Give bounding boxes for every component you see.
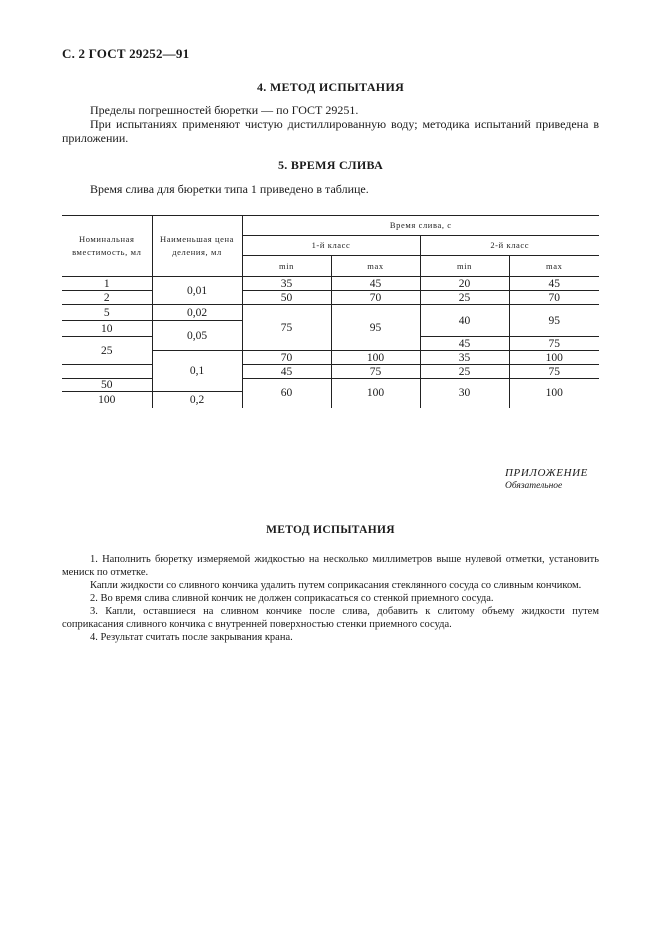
appendix-steps (62, 553, 599, 644)
time-cell: 75 (509, 365, 599, 379)
header-max-1: max (331, 256, 420, 277)
header-max-2: max (509, 256, 599, 277)
time-cell: 25 (420, 291, 509, 305)
time-cell: 75 (242, 305, 331, 351)
time-cell: 35 (420, 351, 509, 365)
section-4-title: 4. МЕТОД ИСПЫТАНИЯ (256, 80, 405, 94)
header-class-2: 2-й класс (420, 236, 599, 256)
time-cell: 40 (420, 305, 509, 337)
time-cell: 95 (331, 305, 420, 351)
division-cell: 0,05 (152, 321, 242, 351)
time-cell: 70 (331, 291, 420, 305)
appendix-title: МЕТОД ИСПЫТАНИЯ (266, 524, 395, 536)
time-cell: 25 (420, 365, 509, 379)
capacity-spacer (62, 365, 152, 379)
time-cell: 100 (331, 351, 420, 365)
appendix-step: Капли жидкости со сливного кончика удалить путем соприкасания стеклянного сосуда со сливным кончиком. (90, 580, 582, 591)
time-cell: 100 (509, 351, 599, 365)
header-min-1: min (242, 256, 331, 277)
capacity-cell: 50 (62, 379, 152, 392)
appendix-label: ПРИЛОЖЕНИЕ (505, 467, 588, 479)
time-cell: 60 (242, 379, 331, 408)
header-class-1: 1-й класс (242, 236, 420, 256)
time-cell: 30 (420, 379, 509, 408)
appendix-step: 3. Капли, оставшиеся на сливном кончике после слива, добавить к слитому объему жидкости путем соприкасания сливного кончика с внутренней поверхностью стенки приемного сосуда. (62, 606, 599, 630)
appendix-step: 4. Результат считать после закрывания крана. (90, 632, 293, 643)
section-5-title: 5. ВРЕМЯ СЛИВА (277, 158, 384, 172)
drain-time-table (62, 215, 599, 408)
capacity-cell: 10 (62, 321, 152, 337)
capacity-cell: 1 (62, 277, 152, 291)
capacity-cell: 25 (62, 337, 152, 365)
time-cell: 45 (331, 277, 420, 291)
capacity-cell: 100 (98, 393, 116, 406)
time-cell: 70 (509, 291, 599, 305)
time-cell: 100 (331, 379, 420, 408)
page-header: С. 2 ГОСТ 29252—91 (62, 46, 190, 61)
time-cell: 100 (509, 379, 599, 408)
capacity-cell: 2 (62, 291, 152, 305)
section-5-para-1: Время слива для бюретки типа 1 приведено в таблице. (90, 182, 369, 196)
time-cell: 45 (509, 277, 599, 291)
time-cell: 95 (509, 305, 599, 337)
header-min-2: min (420, 256, 509, 277)
time-cell: 45 (242, 365, 331, 379)
header-drain-time: Время слива, с (242, 216, 599, 236)
division-cell: 0,2 (152, 392, 242, 408)
header-division: Наименьшая цена деления, мл (152, 216, 242, 277)
time-cell: 75 (509, 337, 599, 351)
division-cell: 0,01 (152, 277, 242, 305)
time-cell: 70 (242, 351, 331, 365)
time-cell: 20 (420, 277, 509, 291)
header-capacity: Номинальная вместимость, мл (62, 216, 152, 277)
division-cell: 0,02 (152, 305, 242, 321)
division-cell: 0,1 (152, 351, 242, 392)
section-4-para-1: Пределы погрешностей бюретки — по ГОСТ 29251. (90, 103, 359, 117)
time-cell: 75 (331, 365, 420, 379)
time-cell: 50 (242, 291, 331, 305)
appendix-step: 1. Наполнить бюретку измеряемой жидкостью на несколько миллиметров выше нулевой отметки, установить мениск по отметке. (62, 554, 599, 578)
time-cell: 45 (420, 337, 509, 351)
capacity-cell: 5 (62, 305, 152, 321)
time-cell: 35 (242, 277, 331, 291)
appendix-step: 2. Во время слива сливной кончик не должен соприкасаться со стенкой приемного сосуда. (90, 593, 494, 604)
appendix-status: Обязательное (505, 481, 563, 491)
section-4-para-2: При испытаниях применяют чистую дистиллированную воду; методика испытаний приведена в приложении. (62, 117, 599, 145)
